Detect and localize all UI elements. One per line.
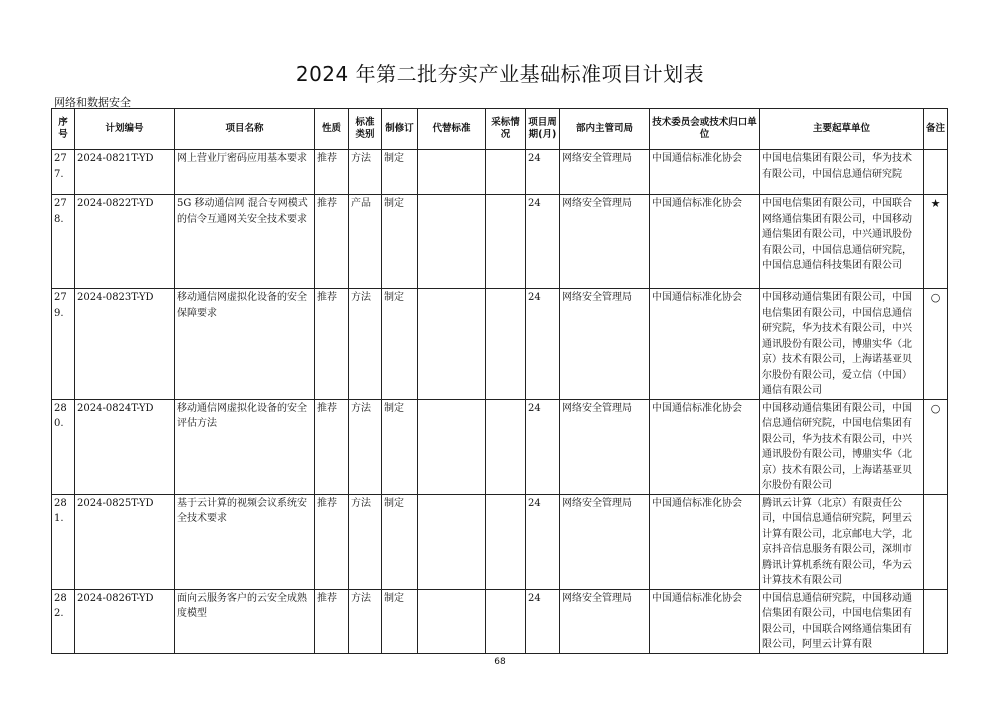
row-revise: 制定: [382, 399, 418, 494]
header-period: 项目周期(月): [526, 109, 560, 150]
table-row: [52, 195, 948, 289]
row-name: 移动通信网虚拟化设备的安全保障要求: [175, 289, 315, 400]
row-plan-no: 2024-0822T-YD: [75, 195, 175, 289]
standards-plan-table: [51, 108, 948, 654]
row-name: 面向云服务客户的云安全成熟度模型: [175, 589, 315, 653]
row-drafter: 中国信息通信研究院，中国移动通信集团有限公司，中国电信集团有限公司，中国联合网络通信集团有限公司，阿里云计算有限: [760, 589, 924, 653]
row-department: 网络安全管理局: [560, 150, 650, 195]
row-plan-no: 2024-0823T-YD: [75, 289, 175, 400]
row-period: 24: [526, 494, 560, 589]
row-adopt: [486, 150, 526, 195]
row-remark: [924, 494, 948, 589]
header-revise: 制修订: [382, 109, 418, 150]
row-remark: ○: [924, 399, 948, 494]
header-department: 部内主管司局: [560, 109, 650, 150]
row-committee: 中国通信标准化协会: [650, 589, 760, 653]
row-seq: 282.: [52, 589, 75, 653]
row-replace: [418, 150, 486, 195]
header-category: 标准类别: [349, 109, 382, 150]
header-plan-no: 计划编号: [75, 109, 175, 150]
row-adopt: [486, 399, 526, 494]
row-nature: 推荐: [315, 494, 349, 589]
row-plan-no: 2024-0826T-YD: [75, 589, 175, 653]
row-committee: 中国通信标准化协会: [650, 399, 760, 494]
header-name: 项目名称: [175, 109, 315, 150]
row-replace: [418, 195, 486, 289]
row-name: 基于云计算的视频会议系统安全技术要求: [175, 494, 315, 589]
header-replace: 代替标准: [418, 109, 486, 150]
row-period: 24: [526, 399, 560, 494]
row-replace: [418, 399, 486, 494]
row-committee: 中国通信标准化协会: [650, 195, 760, 289]
row-name: 网上营业厅密码应用基本要求: [175, 150, 315, 195]
row-nature: 推荐: [315, 195, 349, 289]
row-drafter: 中国移动通信集团有限公司，中国电信集团有限公司，中国信息通信研究院，华为技术有限公司，中兴通讯股份有限公司，博鼎实华（北京）技术有限公司，上海诺基亚贝尔股份有限公司，爱立信（中国）通信有限公司: [760, 289, 924, 400]
page-title: 2024 年第二批夯实产业基础标准项目计划表: [295, 62, 705, 86]
header-drafter: 主要起草单位: [760, 109, 924, 150]
row-nature: 推荐: [315, 399, 349, 494]
header-nature: 性质: [315, 109, 349, 150]
table-header-row: [52, 109, 948, 150]
row-plan-no: 2024-0821T-YD: [75, 150, 175, 195]
row-seq: 281.: [52, 494, 75, 589]
row-drafter: 中国电信集团有限公司，华为技术有限公司，中国信息通信研究院: [760, 150, 924, 195]
header-remark: 备注: [924, 109, 948, 150]
row-nature: 推荐: [315, 589, 349, 653]
row-category: 方法: [349, 589, 382, 653]
row-department: 网络安全管理局: [560, 399, 650, 494]
table-row: [52, 399, 948, 494]
row-remark: [924, 589, 948, 653]
row-drafter: 中国移动通信集团有限公司，中国信息通信研究院，中国电信集团有限公司，华为技术有限公司，中兴通讯股份有限公司，博鼎实华（北京）技术有限公司，上海诺基亚贝尔股份有限公司: [760, 399, 924, 494]
row-department: 网络安全管理局: [560, 289, 650, 400]
row-adopt: [486, 589, 526, 653]
table-row: [52, 494, 948, 589]
header-committee: 技术委员会或技术归口单位: [650, 109, 760, 150]
row-drafter: 腾讯云计算（北京）有限责任公司，中国信息通信研究院，阿里云计算有限公司，北京邮电大学，北京抖音信息服务有限公司，深圳市腾讯计算机系统有限公司，华为云计算技术有限公司: [760, 494, 924, 589]
row-category: 方法: [349, 399, 382, 494]
row-nature: 推荐: [315, 289, 349, 400]
row-plan-no: 2024-0824T-YD: [75, 399, 175, 494]
row-revise: 制定: [382, 494, 418, 589]
section-label: 网络和数据安全: [54, 96, 131, 109]
row-period: 24: [526, 289, 560, 400]
row-department: 网络安全管理局: [560, 195, 650, 289]
row-replace: [418, 494, 486, 589]
row-period: 24: [526, 150, 560, 195]
row-revise: 制定: [382, 589, 418, 653]
row-adopt: [486, 195, 526, 289]
row-replace: [418, 289, 486, 400]
row-name: 移动通信网虚拟化设备的安全评估方法: [175, 399, 315, 494]
row-plan-no: 2024-0825T-YD: [75, 494, 175, 589]
row-category: 产品: [349, 195, 382, 289]
row-remark: ○: [924, 289, 948, 400]
row-nature: 推荐: [315, 150, 349, 195]
row-committee: 中国通信标准化协会: [650, 150, 760, 195]
row-department: 网络安全管理局: [560, 494, 650, 589]
row-revise: 制定: [382, 150, 418, 195]
row-department: 网络安全管理局: [560, 589, 650, 653]
table-row: [52, 289, 948, 400]
row-remark: ★: [924, 195, 948, 289]
row-category: 方法: [349, 150, 382, 195]
row-seq: 278.: [52, 195, 75, 289]
row-revise: 制定: [382, 195, 418, 289]
page-number: 68: [494, 657, 506, 667]
row-category: 方法: [349, 494, 382, 589]
header-seq: 序号: [52, 109, 75, 150]
row-drafter: 中国电信集团有限公司，中国联合网络通信集团有限公司，中国移动通信集团有限公司，中兴通讯股份有限公司，中国信息通信研究院，中国信息通信科技集团有限公司: [760, 195, 924, 289]
row-revise: 制定: [382, 289, 418, 400]
row-committee: 中国通信标准化协会: [650, 289, 760, 400]
row-committee: 中国通信标准化协会: [650, 494, 760, 589]
row-period: 24: [526, 195, 560, 289]
row-adopt: [486, 494, 526, 589]
row-category: 方法: [349, 289, 382, 400]
table-row: [52, 589, 948, 653]
header-adopt: 采标情况: [486, 109, 526, 150]
row-period: 24: [526, 589, 560, 653]
row-seq: 280.: [52, 399, 75, 494]
row-seq: 279.: [52, 289, 75, 400]
row-name: 5G 移动通信网 混合专网模式的信令互通网关安全技术要求: [175, 195, 315, 289]
row-remark: [924, 150, 948, 195]
row-seq: 277.: [52, 150, 75, 195]
table-row: [52, 150, 948, 195]
row-replace: [418, 589, 486, 653]
row-adopt: [486, 289, 526, 400]
